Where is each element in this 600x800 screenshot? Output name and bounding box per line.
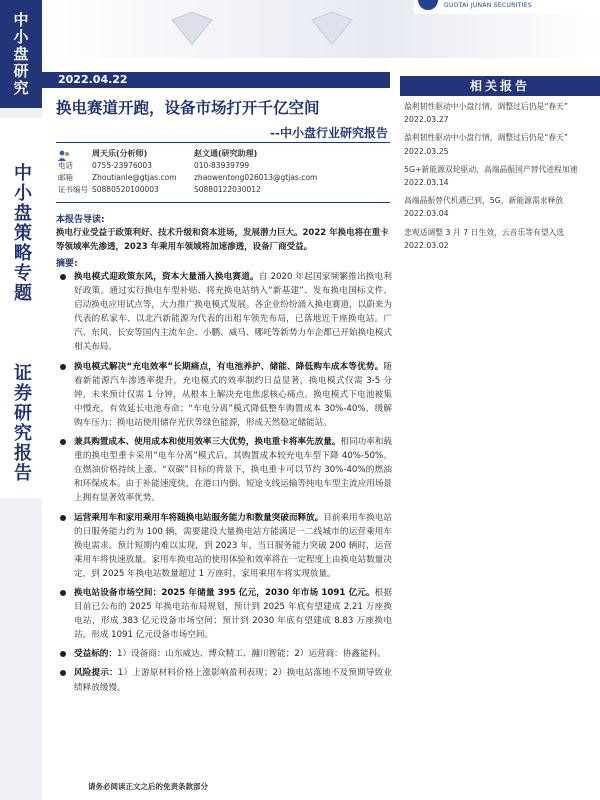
- summary-item-text: 根据目前已公布的 2025 年换电站布局规划，预计到 2025 年底有望建成 2.21 万座换电站，形成 383 亿元设备市场空间；预计到 2030 年底有望建成 8.83 万座换电站，形成 1091 亿元设备市场空间。: [74, 587, 392, 641]
- logo-mark-icon: [418, 0, 438, 10]
- analyst-email[interactable]: Zhoutianle@gtjas.com: [92, 173, 177, 182]
- summary-item-lead: 换电模式解决“充电效率”长期痛点，有电池养护、储能、降低购车成本等优势。: [74, 361, 384, 372]
- summary-item-lead: 风险提示：: [74, 668, 118, 679]
- summary-item-text: 目前乘用车换电站的日服务能力约为 100 辆，需要建设大量换电站方能满足一二线城市的运营乘用车换电需求。预计短期内难以实现，到 2023 年，当日服务能力突破 200 辆时，运营乘用车将快速放量。家用车换电站的使用体验和效率将在一定程度上由换电站数量决定，到 2025 年换电站数量超过 1 万座时，家用乘用车将实现放量。: [74, 512, 392, 579]
- summary-item-text: 1）上游原材料价格上涨影响盈利表现；2）换电站落地不及预期导致业绩释放缓慢。: [74, 668, 392, 693]
- sidebar-report-kind: 证券研究报告: [0, 348, 42, 498]
- phone-label: 电话: [58, 161, 73, 170]
- related-reports-title: 相关报告: [400, 76, 600, 96]
- related-report-text: 5G+新能源双轮驱动，高端晶振国产替代进程加速: [404, 164, 578, 174]
- summary-item-lead: 换电站设备市场空间：2025 年储量 395 亿元，2030 年市场 1091 亿元。: [74, 587, 375, 598]
- analyst-cert: S0880122030012: [194, 185, 261, 194]
- analyst-card: [194, 148, 317, 196]
- bullet-dot-icon: [60, 670, 66, 676]
- summary-item-text: 相同功率和载重的换电型重卡采用“电车分离”模式后，其购置成本较充电车型下降 40%-50%。在燃油价格持续上涨、“双碳”目标的背景下，换电重卡可以节约 30%-40%的燃油和环保成本。由于补能速度快，在港口内倒、短途支线运输等纯电车型主流应用场景上拥有显著效率优势。: [74, 437, 392, 504]
- related-report-date: 2022.03.02: [404, 240, 449, 250]
- report-subtitle: --中小盘行业研究报告: [270, 126, 388, 140]
- related-report-date: 2022.03.04: [404, 209, 449, 219]
- analyst-name: 赵文通(研究助理): [194, 149, 258, 158]
- analyst-card: [92, 148, 177, 196]
- related-reports-list: [404, 100, 596, 257]
- sidebar-report-type: 中小盘策略专题: [0, 118, 42, 348]
- diamond-decoration-icon: [302, 8, 362, 48]
- guide-label: 本报告导读:: [56, 215, 105, 225]
- bullet-dot-icon: [60, 651, 66, 657]
- related-report-text: 高端晶振替代机遇已到，5G、新能源需求释放: [404, 196, 564, 206]
- related-report-link[interactable]: [404, 131, 596, 157]
- sidebar-category: 中小盘研究: [0, 0, 42, 108]
- analyst-phone: 0755-23976003: [92, 161, 152, 170]
- related-report-link[interactable]: [404, 100, 596, 126]
- bullet-dot-icon: [60, 274, 66, 280]
- related-report-date: 2022.03.25: [404, 146, 449, 156]
- summary-item: [58, 360, 392, 430]
- related-report-link[interactable]: [404, 226, 596, 252]
- related-report-text: 盈利韧性驱动中小盘行情，调整过后仍是“春天”: [404, 133, 569, 143]
- summary-label: 摘要:: [56, 259, 78, 269]
- related-report-text: 盈利韧性驱动中小盘行情，调整过后仍是“春天”: [404, 102, 569, 111]
- disclaimer-footer: 请务必阅读正文之后的免责条款部分: [88, 782, 208, 791]
- summary-item: [58, 647, 392, 661]
- summary-item-text: 自 2020 年起国家频繁推出换电利好政策。通过实行换电车型补贴、将充换电站纳入“新基建”、发布换电国标文件、启动换电应用试点等，大力推广换电模式发展。各企业纷纷涌入换电赛道，以蔚来为代表的私家车、以北汽新能源为代表的出租车领先布局，已落地近千座换电站。广汽、东风、长安等国内主流车企、小鹏、威马、哪吒等新势力车企都已开始换电模式相关布局。: [74, 272, 392, 353]
- summary-item: [58, 435, 392, 505]
- summary-item: [58, 511, 392, 581]
- logo-text: GUOTAI JUNAN SECURITIES: [444, 2, 532, 9]
- summary-item-lead: 换电模式迎政策东风，资本大量涌入换电赛道。: [74, 272, 259, 282]
- company-logo: [414, 0, 600, 14]
- summary-item-lead: 运营乘用车和家用乘用车将随换电站服务能力和数量突破而释放。: [74, 512, 324, 523]
- bullet-dot-icon: [60, 515, 66, 521]
- analyst-name: 周天乐(分析师): [92, 149, 148, 158]
- bullet-dot-icon: [60, 590, 66, 596]
- header-banner: [42, 0, 600, 58]
- cert-label: 证书编号: [58, 185, 88, 194]
- analyst-email[interactable]: zhaowentong026013@gtjas.com: [194, 173, 318, 182]
- report-title: 换电赛道开跑，设备市场打开千亿空间: [56, 98, 320, 117]
- related-report-link[interactable]: [404, 163, 596, 189]
- email-label: 邮箱: [58, 173, 73, 182]
- summary-item-text: 随着新能源汽车渗透率提升，充电模式的效率制约日益显著，换电模式仅需 3-5 分钟，未来预计仅需 1 分钟，从根本上解决充电焦虑核心痛点。换电模式下电池被集中慢充，有效延长电池寿命；“车电分离”模式降低整车购置成本 30%-40%，缓解购车压力；换电站使用储存光伏等绿色能源，形成天然稳定储能站。: [74, 361, 392, 428]
- related-report-date: 2022.03.27: [404, 115, 449, 125]
- related-report-link[interactable]: [404, 194, 596, 220]
- bullet-dot-icon: [60, 439, 66, 445]
- summary-item-text: 1）设备商：山东威达、博众精工、瀚川智能；2）运营商：协鑫能科。: [116, 649, 386, 660]
- summary-item: [58, 586, 392, 642]
- related-report-text: 悲观适调整 3 月 7 日生效，云音乐等有望入选: [404, 227, 565, 237]
- divider: [56, 142, 390, 143]
- bullet-dot-icon: [60, 364, 66, 370]
- summary-item: [58, 666, 392, 694]
- analyst-cert: S0880520100003: [92, 185, 159, 194]
- guide-text: 换电行业受益于政策利好、技术升级和资本进场，发展潜力巨大。2022 年换电将在重卡等领域率先渗透，2023 年乘用车领域将加速渗透，设备厂商受益。: [56, 228, 389, 252]
- report-date: 2022.04.22: [42, 72, 390, 88]
- related-report-date: 2022.03.14: [404, 178, 449, 188]
- divider: [56, 202, 390, 203]
- summary-item-lead: 受益标的：: [74, 649, 117, 660]
- summary-item-lead: 兼具购置成本、使用成本和使用效率三大优势，换电重卡将率先放量。: [74, 437, 341, 448]
- summary-item: [58, 270, 392, 355]
- summary-list: [58, 270, 392, 700]
- analyst-phone: 010-83939799: [194, 161, 250, 170]
- diamond-decoration-icon: [162, 8, 222, 48]
